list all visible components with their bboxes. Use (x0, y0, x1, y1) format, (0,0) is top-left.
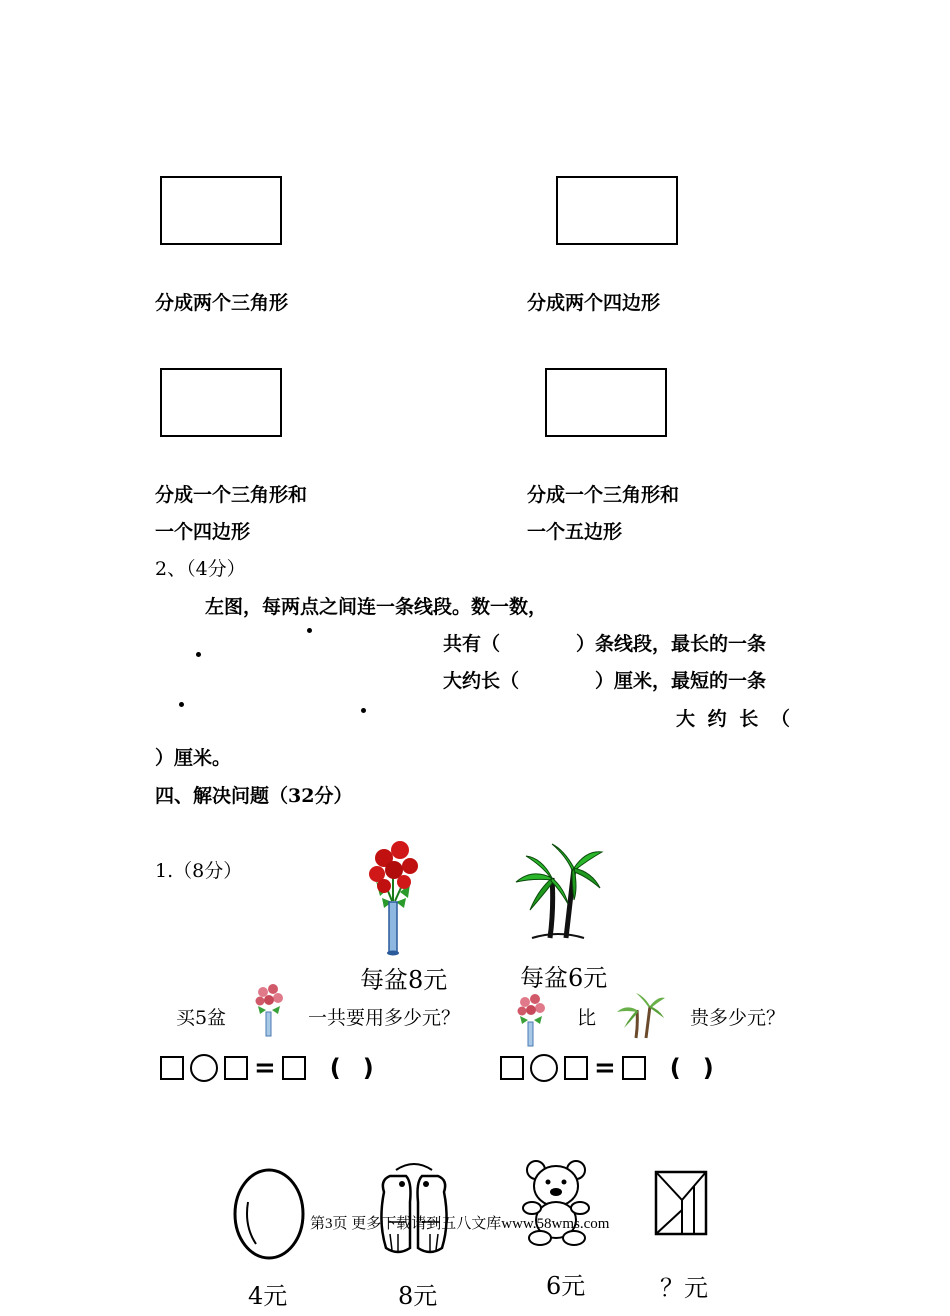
task-triangle-quad-line2: 一个四边形 (155, 521, 251, 543)
ask-compare: 比 (577, 1007, 597, 1029)
q2-line1: 共有（ ）条线段，最长的一条 (443, 633, 767, 655)
answer-box[interactable] (224, 1056, 248, 1080)
task-two-triangles: 分成两个三角形 (155, 292, 289, 314)
ball-price: 4元 (248, 1282, 288, 1310)
task-triangle-pentagon-line2: 一个五边形 (527, 521, 623, 543)
unit-parentheses[interactable]: () (669, 1054, 736, 1082)
unit-parentheses[interactable]: () (329, 1054, 396, 1082)
operator-circle[interactable] (190, 1054, 218, 1082)
q2-line2: 大约长（ ）厘米，最短的一条 (443, 670, 767, 692)
q1-label: 1.（8分） (155, 860, 243, 882)
tangram-puzzle-icon (654, 1170, 708, 1236)
task-triangle-quad-line1: 分成一个三角形和 (155, 484, 308, 506)
gloves-icon (376, 1162, 452, 1258)
answer-box[interactable] (564, 1056, 588, 1080)
answer-box[interactable] (622, 1056, 646, 1080)
flower-vase-small-icon-2 (514, 992, 548, 1048)
point-b (196, 652, 201, 657)
palm-tree-icon (512, 838, 604, 942)
q2-line4: ）厘米。 (155, 747, 232, 769)
rectangle-3 (160, 368, 282, 437)
ball-icon (232, 1166, 306, 1262)
q2-intro: 左图，每两点之间连一条线段。数一数， (205, 596, 548, 618)
answer-box[interactable] (160, 1056, 184, 1080)
equation-template-2 (500, 1054, 736, 1082)
ask-buy-five: 买5盆 (176, 1007, 227, 1029)
tree-price-label: 每盆6元 (520, 964, 608, 992)
palm-tree-small-icon (614, 990, 666, 1040)
ask-total: 一共要用多少元？ (308, 1007, 461, 1029)
rectangle-2 (556, 176, 678, 245)
task-two-quadrilaterals: 分成两个四边形 (527, 292, 661, 314)
point-c (179, 702, 184, 707)
gloves-price: 8元 (398, 1282, 438, 1310)
equals-sign: = (254, 1053, 276, 1083)
puzzle-price: ？元 (660, 1274, 708, 1302)
bear-price: 6元 (546, 1272, 586, 1300)
answer-box[interactable] (282, 1056, 306, 1080)
operator-circle[interactable] (530, 1054, 558, 1082)
page-footer: 第3页 更多下载请到五八文库www.58wms.com (310, 1216, 610, 1232)
point-a (307, 628, 312, 633)
section4-heading: 四、解决问题（32分） (155, 785, 353, 807)
q2-heading: 2、（4分） (155, 558, 246, 580)
rectangle-4 (545, 368, 667, 437)
task-triangle-pentagon-line1: 分成一个三角形和 (527, 484, 680, 506)
answer-box[interactable] (500, 1056, 524, 1080)
ask-more: 贵多少元？ (690, 1007, 786, 1029)
q2-line3: 大 约 长 （ (676, 708, 790, 730)
equation-template-1 (160, 1054, 396, 1082)
equals-sign: = (594, 1053, 616, 1083)
flower-vase-small-icon (252, 982, 286, 1038)
rectangle-1 (160, 176, 282, 245)
point-d (361, 708, 366, 713)
flower-vase-icon (362, 836, 424, 956)
flower-price-label: 每盆8元 (360, 966, 448, 994)
